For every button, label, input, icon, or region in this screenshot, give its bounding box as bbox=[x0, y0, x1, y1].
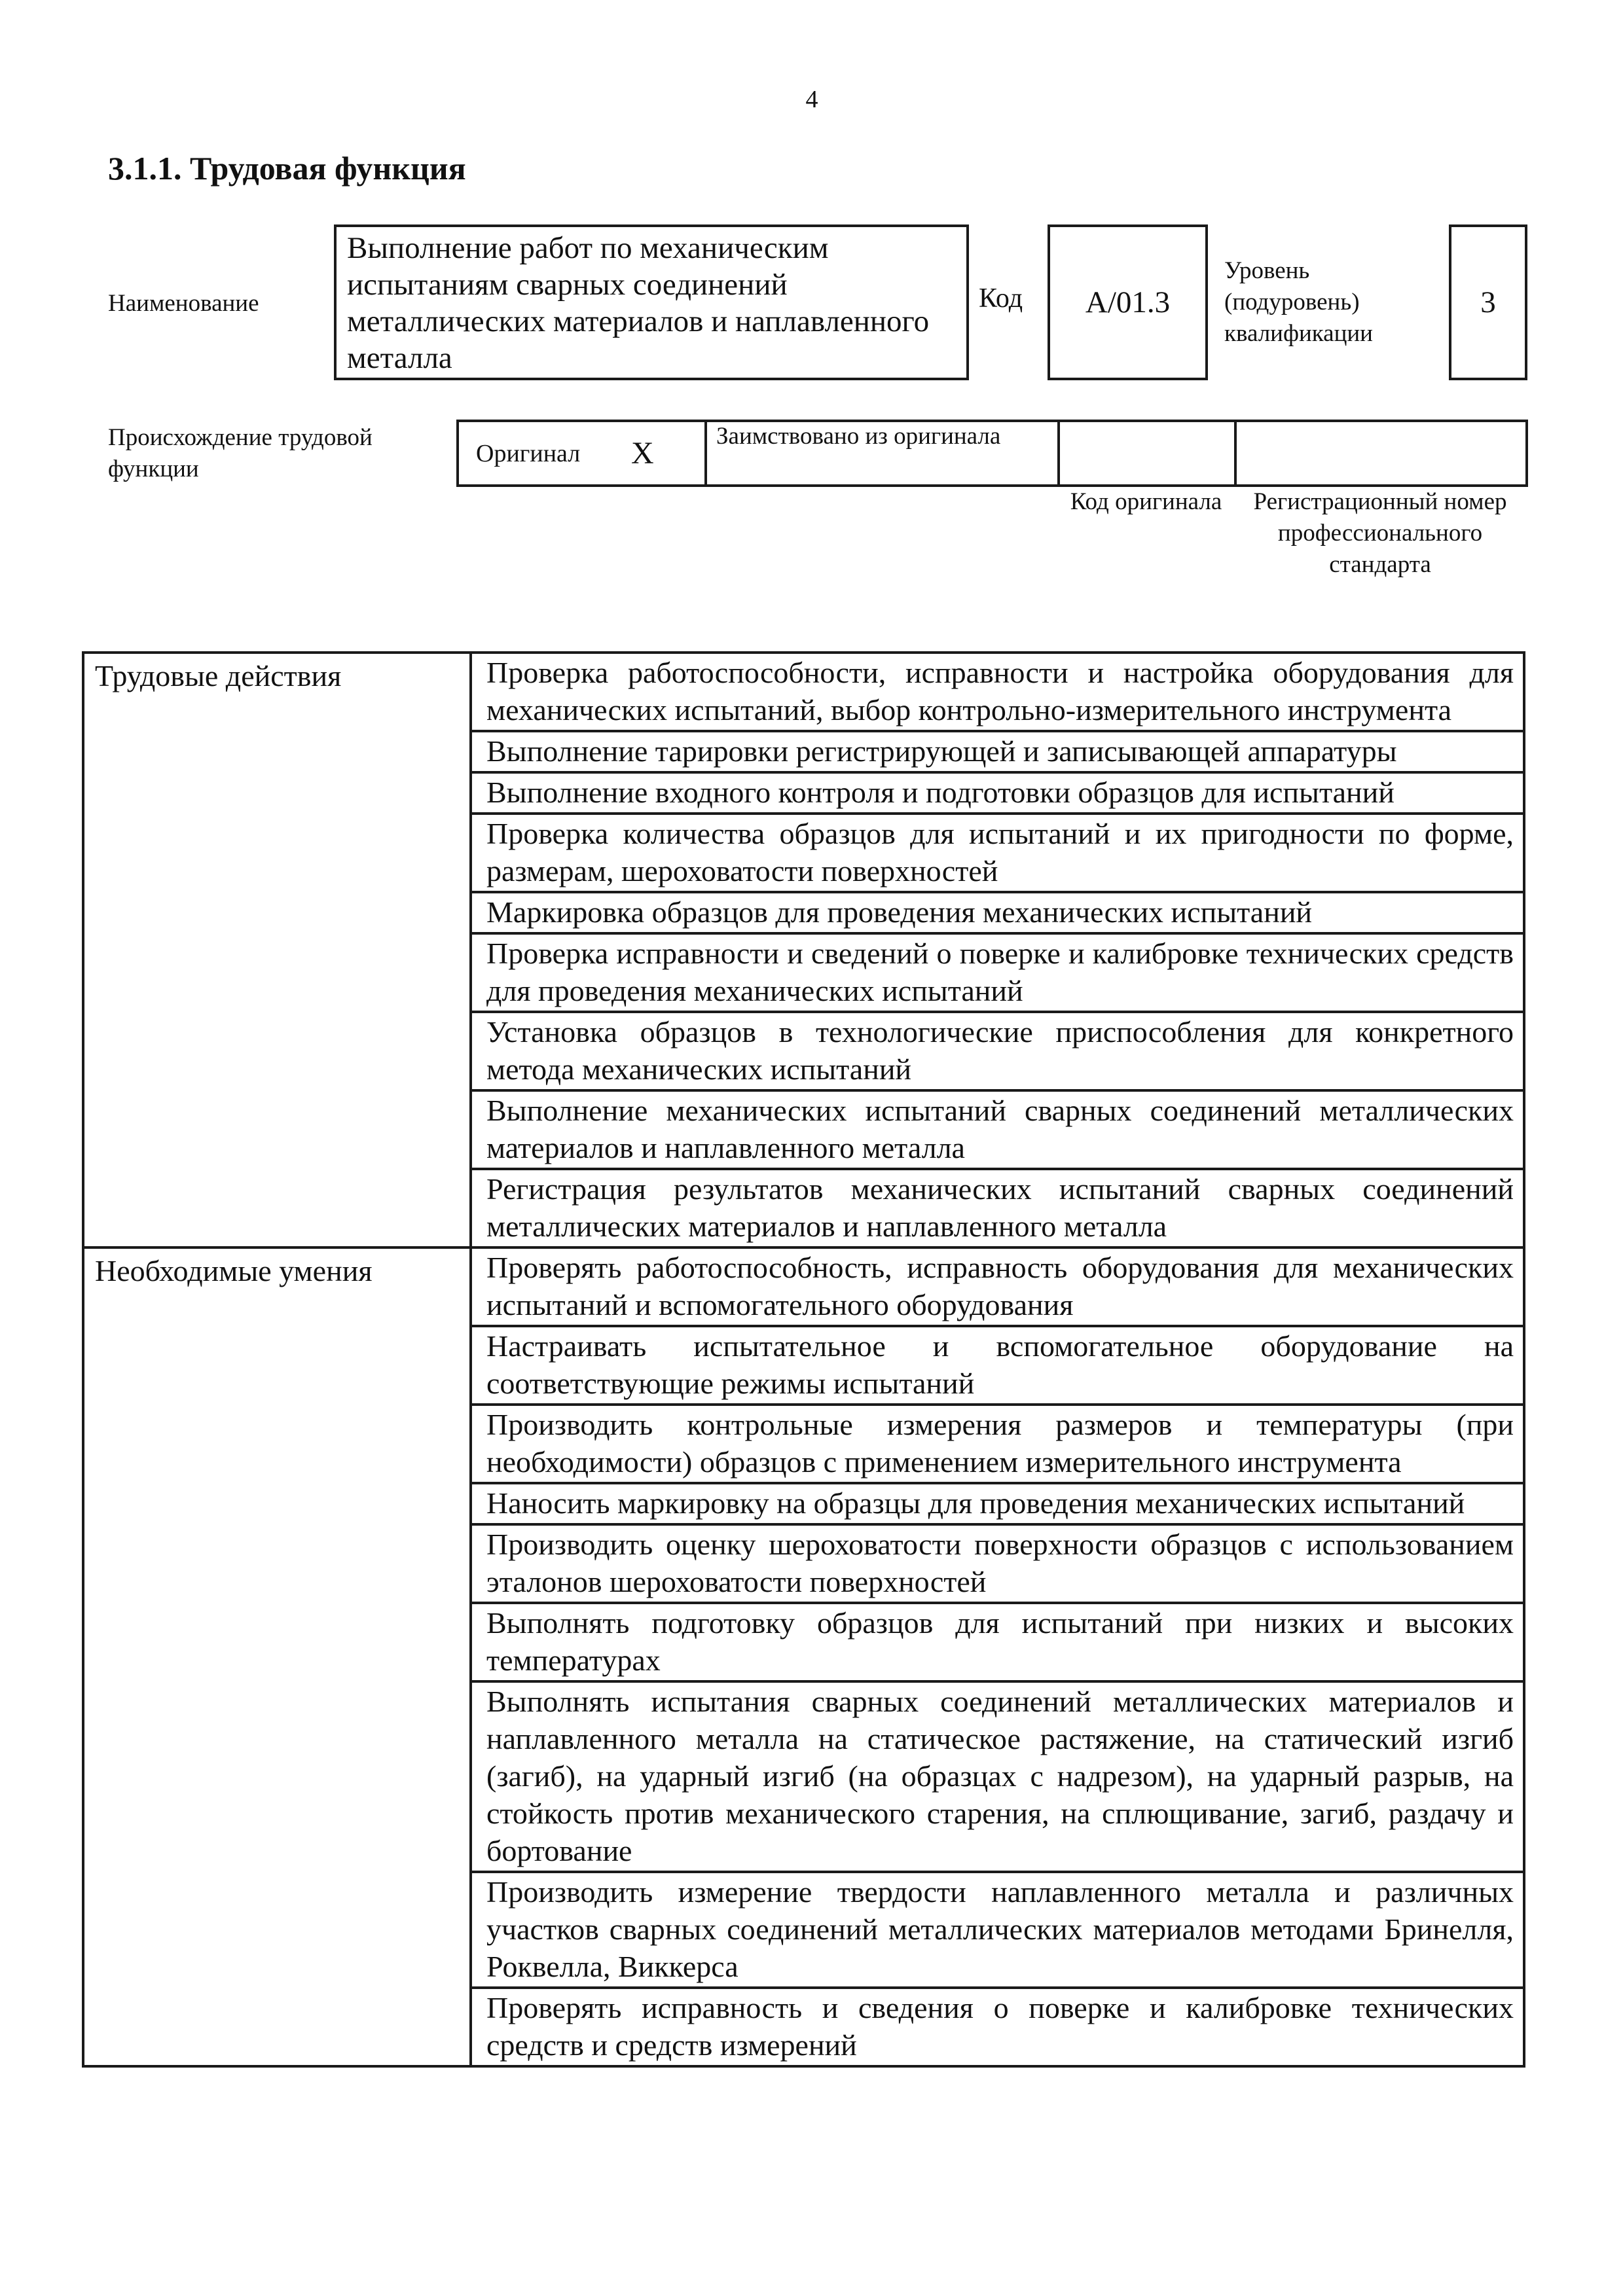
original-mark: X bbox=[631, 436, 654, 471]
labor-action-item: Выполнение тарировки регистрирующей и записывающей аппаратуры bbox=[471, 731, 1524, 772]
level-value-box: 3 bbox=[1449, 224, 1527, 380]
skill-item: Производить оценку шероховатости поверхности образцов с использованием эталонов шероховатости поверхностей bbox=[471, 1524, 1524, 1603]
borrowed-label: Заимствовано из оригинала bbox=[716, 423, 1001, 450]
origin-divider-1 bbox=[704, 420, 707, 487]
labor-action-item: Маркировка образцов для проведения механических испытаний bbox=[471, 892, 1524, 933]
original-label: Оригинал bbox=[476, 440, 581, 467]
labor-action-item: Выполнение входного контроля и подготовки образцов для испытаний bbox=[471, 772, 1524, 814]
labor-action-item: Выполнение механических испытаний сварных соединений металлических материалов и наплавленного металла bbox=[471, 1090, 1524, 1169]
page-number: 4 bbox=[805, 86, 818, 113]
skill-item: Выполнять подготовку образцов для испытаний при низких и высоких температурах bbox=[471, 1603, 1524, 1681]
labor-action-item: Установка образцов в технологические приспособления для конкретного метода механических испытаний bbox=[471, 1012, 1524, 1090]
origin-divider-2 bbox=[1057, 420, 1060, 487]
labor-action-item: Проверка работоспособности, исправности и настройка оборудования для механических испытаний, выбор контрольно-измерительного инструмента bbox=[471, 653, 1524, 731]
skill-item: Производить измерение твердости наплавленного металла и различных участков сварных соединений металлических материалов методами Бринелля, Роквелла, Виккерса bbox=[471, 1872, 1524, 1988]
level-label: Уровень (подуровень) квалификации bbox=[1224, 257, 1373, 347]
skill-item: Наносить маркировку на образцы для проведения механических испытаний bbox=[471, 1483, 1524, 1524]
code-value-box: A/01.3 bbox=[1048, 224, 1208, 380]
name-value-box: Выполнение работ по механическим испытаниям сварных соединений металлических материалов и наплавленного металла bbox=[334, 224, 969, 380]
labor-action-item: Проверка количества образцов для испытаний и их пригодности по форме, размерам, шероховатости поверхностей bbox=[471, 814, 1524, 892]
code-label: Код bbox=[979, 283, 1023, 314]
reg-number-caption: Регистрационный номер профессионального стандарта bbox=[1253, 488, 1507, 578]
skill-item: Проверять исправность и сведения о поверке и калибровке технических средств и средств измерений bbox=[471, 1988, 1524, 2066]
section-title: 3.1.1. Трудовая функция bbox=[108, 150, 466, 187]
name-label: Наименование bbox=[108, 290, 259, 317]
labor-action-item: Проверка исправности и сведений о поверке и калибровке технических средств для проведения механических испытаний bbox=[471, 933, 1524, 1012]
origin-label: Происхождение трудовой функции bbox=[108, 424, 373, 482]
labor-actions-label: Трудовые действия bbox=[83, 653, 471, 1247]
origin-divider-3 bbox=[1234, 420, 1237, 487]
labor-action-item: Регистрация результатов механических испытаний сварных соединений металлических материалов и наплавленного металла bbox=[471, 1169, 1524, 1247]
code-original-caption: Код оригинала bbox=[1070, 488, 1222, 515]
origin-row bbox=[456, 420, 1528, 487]
skill-item: Настраивать испытательное и вспомогательное оборудование на соответствующие режимы испытаний bbox=[471, 1326, 1524, 1405]
skills-label: Необходимые умения bbox=[83, 1247, 471, 2066]
table-row bbox=[83, 653, 1524, 731]
function-table bbox=[82, 651, 1525, 2068]
skill-item: Производить контрольные измерения размеров и температуры (при необходимости) образцов с применением измерительного инструмента bbox=[471, 1405, 1524, 1483]
table-row bbox=[83, 1247, 1524, 1326]
skill-item: Проверять работоспособность, исправность оборудования для механических испытаний и вспомогательного оборудования bbox=[471, 1247, 1524, 1326]
skill-item: Выполнять испытания сварных соединений металлических материалов и наплавленного металла на статическое растяжение, на статический изгиб (загиб), на ударный изгиб (на образцах с надрезом), на ударный разрыв, на стойкость против механического старения, на сплющивание, загиб, раздачу и бортование bbox=[471, 1681, 1524, 1872]
